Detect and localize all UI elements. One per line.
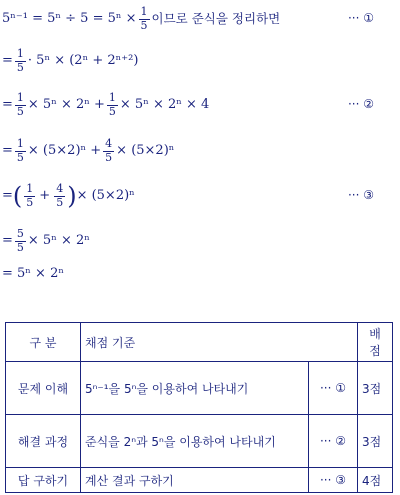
fraction-numerator: 1 (16, 46, 24, 60)
fraction-numerator: 4 (56, 181, 64, 195)
step-marker-3: ··· ③ (347, 188, 374, 203)
fraction-numerator: 5 (16, 226, 24, 240)
row-points: 4점 (358, 468, 393, 493)
fraction-numerator: 1 (108, 90, 116, 104)
line6-expression: × 5ⁿ × 2ⁿ (27, 232, 90, 248)
step-marker-2: ··· ② (347, 97, 374, 112)
fraction-denominator: 5 (16, 150, 24, 164)
grading-table (5, 322, 393, 493)
fraction-denominator: 5 (16, 240, 24, 254)
left-paren: ( (12, 182, 23, 210)
plus-sign: + (39, 187, 51, 203)
row-marker: ··· ③ (309, 468, 358, 493)
header-category: 구 분 (6, 323, 81, 362)
line5-fraction-2 (54, 183, 65, 209)
fraction-numerator: 4 (105, 136, 113, 150)
header-criteria: 채점 기준 (81, 323, 358, 362)
line1-fraction (139, 6, 150, 32)
fraction-denominator: 5 (105, 150, 113, 164)
row-marker: ··· ① (309, 362, 358, 415)
line5-rest: × (5×2)ⁿ (76, 187, 135, 203)
fraction-denominator: 5 (56, 195, 64, 209)
equals-sign: = (2, 96, 13, 112)
line5-fraction-1 (24, 183, 35, 209)
fraction-numerator: 1 (16, 90, 24, 104)
row-marker: ··· ② (309, 415, 358, 468)
derivation-line-6 (2, 226, 398, 256)
fraction-denominator: 5 (108, 104, 116, 118)
line3-fraction-2 (107, 92, 118, 118)
row-category: 답 구하기 (6, 468, 81, 493)
row-points: 3점 (358, 415, 393, 468)
step-marker-1: ··· ① (347, 11, 374, 26)
line4-fraction-1 (15, 138, 26, 164)
equals-sign: = (2, 52, 13, 68)
derivation-line-4 (2, 136, 398, 166)
right-paren: ) (67, 182, 77, 210)
line4-fraction-2 (103, 138, 114, 164)
line2-expression: · 5ⁿ × (2ⁿ + 2ⁿ⁺²) (27, 52, 139, 68)
row-category: 문제 이해 (6, 362, 81, 415)
header-points: 배 점 (358, 323, 393, 362)
equals-sign: = (2, 187, 13, 203)
line3-fraction-1 (15, 92, 26, 118)
row-points: 3점 (358, 362, 393, 415)
derivation-line-1 (2, 4, 398, 34)
row-criteria: 5ⁿ⁻¹을 5ⁿ을 이용하여 나타내기 (81, 362, 309, 415)
row-criteria: 준식을 2ⁿ과 5ⁿ을 이용하여 나타내기 (81, 415, 309, 468)
line6-fraction (15, 228, 26, 254)
line1-text: 이므로 준식을 정리하면 (151, 10, 281, 26)
line4-middle: × (5×2)ⁿ + (27, 142, 102, 158)
line1-expression: 5ⁿ⁻¹ = 5ⁿ ÷ 5 = 5ⁿ × (2, 10, 137, 26)
row-category: 해결 과정 (6, 415, 81, 468)
table-row (6, 468, 393, 493)
table-row (6, 415, 393, 468)
line3-rest: × 5ⁿ × 2ⁿ × 4 (119, 96, 210, 112)
derivation-line-2 (2, 46, 398, 76)
fraction-numerator: 1 (16, 136, 24, 150)
equals-sign: = (2, 232, 13, 248)
line4-rest: × (5×2)ⁿ (116, 142, 175, 158)
fraction-denominator: 5 (16, 60, 24, 74)
final-result: = 5ⁿ × 2ⁿ (2, 265, 64, 281)
line3-middle: × 5ⁿ × 2ⁿ + (27, 96, 105, 112)
fraction-numerator: 1 (26, 181, 34, 195)
equals-sign: = (2, 142, 13, 158)
fraction-numerator: 1 (140, 4, 148, 18)
line2-fraction (15, 48, 26, 74)
fraction-denominator: 5 (140, 18, 148, 32)
derivation-line-3 (2, 90, 398, 120)
row-criteria: 계산 결과 구하기 (81, 468, 309, 493)
derivation-line-5 (2, 180, 398, 212)
fraction-denominator: 5 (16, 104, 24, 118)
fraction-denominator: 5 (26, 195, 34, 209)
table-header-row (6, 323, 393, 362)
table-row (6, 362, 393, 415)
derivation-line-7 (2, 264, 398, 284)
